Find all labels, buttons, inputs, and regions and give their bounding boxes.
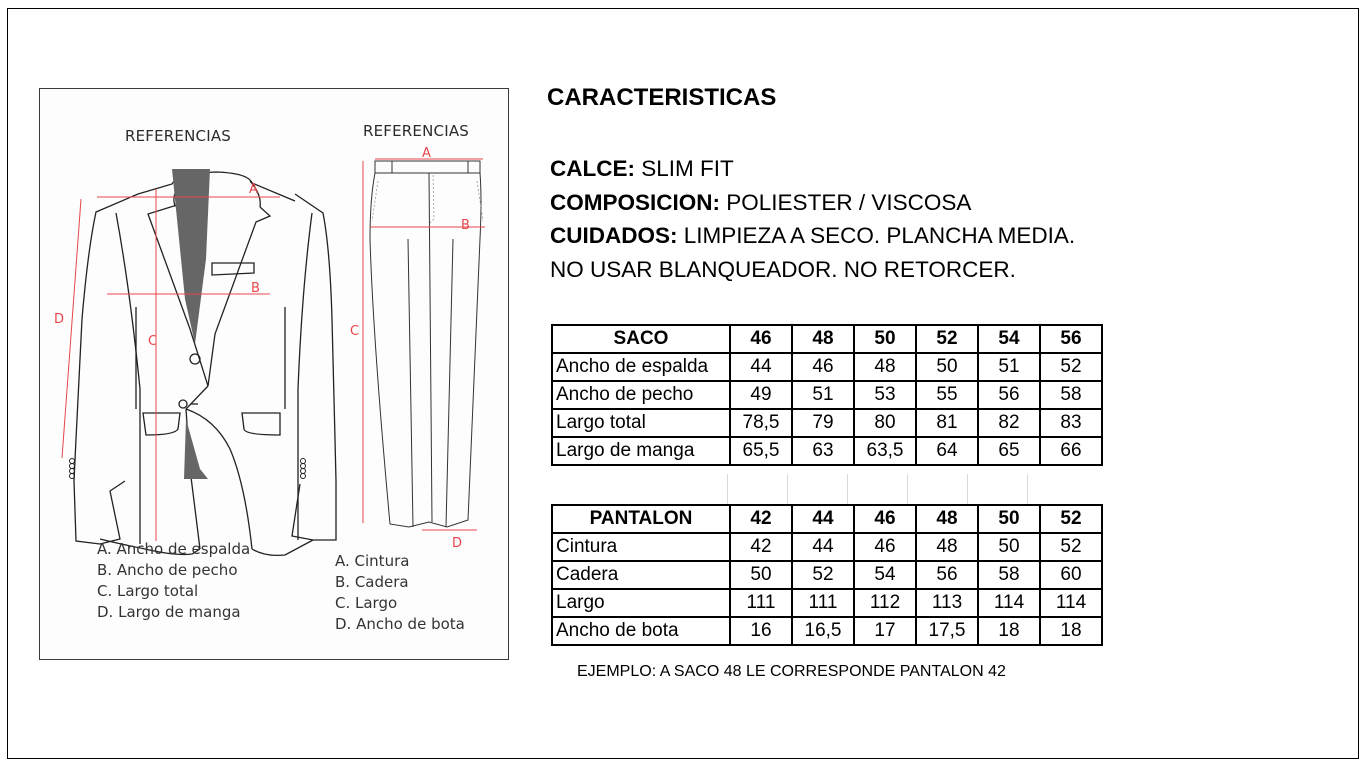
- table-cell: 48: [916, 533, 978, 561]
- product-attributes: [550, 152, 1075, 286]
- legend-item: A. Cintura: [335, 552, 410, 570]
- attribute-composition: [550, 186, 1075, 220]
- svg-text:C: C: [148, 334, 158, 349]
- table-cell: 50: [916, 353, 978, 381]
- legend-item: B. Ancho de pecho: [97, 561, 238, 579]
- table-cell: 51: [978, 353, 1040, 381]
- table-header-cell: SACO: [552, 325, 730, 353]
- table-cell: Ancho de bota: [552, 617, 730, 645]
- table-cell: 64: [916, 437, 978, 465]
- table-cell: 78,5: [730, 409, 792, 437]
- table-header-cell: 52: [916, 325, 978, 353]
- table-header-cell: 42: [730, 505, 792, 533]
- table-cell: 46: [854, 533, 916, 561]
- pants-references-title: REFERENCIAS: [363, 122, 470, 140]
- pants-size-table: [551, 504, 1103, 646]
- table-row: [552, 561, 1102, 589]
- svg-text:D: D: [452, 536, 463, 551]
- table-cell: 16: [730, 617, 792, 645]
- table-cell: 111: [730, 589, 792, 617]
- table-cell: 63: [792, 437, 854, 465]
- legend-item: D. Largo de manga: [97, 603, 241, 621]
- table-cell: Ancho de pecho: [552, 381, 730, 409]
- table-cell: Largo: [552, 589, 730, 617]
- table-cell: 52: [792, 561, 854, 589]
- table-row: [552, 533, 1102, 561]
- table-cell: 111: [792, 589, 854, 617]
- table-header-cell: 54: [978, 325, 1040, 353]
- svg-text:B: B: [461, 218, 470, 233]
- table-cell: Ancho de espalda: [552, 353, 730, 381]
- table-cell: 56: [916, 561, 978, 589]
- table-header-cell: 52: [1040, 505, 1102, 533]
- table-spacer-row: [551, 474, 1088, 504]
- table-cell: 16,5: [792, 617, 854, 645]
- table-cell: 65: [978, 437, 1040, 465]
- table-cell: 50: [978, 533, 1040, 561]
- attribute-value: NO USAR BLANQUEADOR. NO RETORCER.: [550, 256, 1016, 282]
- table-cell: 54: [854, 561, 916, 589]
- table-cell: 83: [1040, 409, 1102, 437]
- table-header-cell: 48: [792, 325, 854, 353]
- table-header-cell: PANTALON: [552, 505, 730, 533]
- attribute-care-continued: [550, 253, 1075, 287]
- svg-text:A: A: [422, 146, 431, 161]
- table-cell: 53: [854, 381, 916, 409]
- table-cell: Largo total: [552, 409, 730, 437]
- table-cell: 55: [916, 381, 978, 409]
- table-row: [552, 617, 1102, 645]
- attribute-value: POLIESTER / VISCOSA: [726, 189, 972, 215]
- pants-measure-lines: [363, 159, 485, 530]
- table-cell: 114: [978, 589, 1040, 617]
- table-cell: 82: [978, 409, 1040, 437]
- legend-item: D. Ancho de bota: [335, 615, 465, 633]
- table-cell: Largo de manga: [552, 437, 730, 465]
- table-header-cell: 56: [1040, 325, 1102, 353]
- table-header-row: [552, 325, 1102, 353]
- table-cell: Cintura: [552, 533, 730, 561]
- svg-text:B: B: [251, 281, 260, 296]
- table-header-cell: 50: [978, 505, 1040, 533]
- pants-legend: [335, 551, 465, 635]
- table-cell: 50: [730, 561, 792, 589]
- table-row: [552, 409, 1102, 437]
- legend-item: C. Largo: [335, 594, 398, 612]
- table-header-cell: 46: [730, 325, 792, 353]
- attribute-label: COMPOSICION:: [550, 189, 721, 215]
- attribute-label: CUIDADOS:: [550, 223, 678, 248]
- table-cell: 17,5: [916, 617, 978, 645]
- table-header-row: [552, 505, 1102, 533]
- table-row: [552, 353, 1102, 381]
- table-cell: 63,5: [854, 437, 916, 465]
- table-cell: 49: [730, 381, 792, 409]
- table-header-cell: 44: [792, 505, 854, 533]
- size-reference-figure: [39, 88, 509, 660]
- attribute-label: CALCE:: [550, 156, 635, 181]
- table-row: [552, 381, 1102, 409]
- svg-text:D: D: [54, 312, 65, 327]
- table-cell: 46: [792, 353, 854, 381]
- table-cell: 113: [916, 589, 978, 617]
- table-cell: 80: [854, 409, 916, 437]
- table-cell: 18: [1040, 617, 1102, 645]
- table-row: [552, 437, 1102, 465]
- table-cell: 51: [792, 381, 854, 409]
- table-cell: 44: [792, 533, 854, 561]
- legend-item: A. Ancho de espalda: [97, 540, 251, 558]
- jacket-lining: [172, 169, 210, 344]
- legend-item: C. Largo total: [97, 582, 199, 600]
- table-cell: Cadera: [552, 561, 730, 589]
- svg-text:A: A: [249, 182, 258, 197]
- table-header-cell: 48: [916, 505, 978, 533]
- table-cell: 58: [978, 561, 1040, 589]
- jacket-measure-lines: [62, 189, 280, 541]
- table-cell: 112: [854, 589, 916, 617]
- attribute-fit: [550, 152, 1075, 186]
- table-cell: 58: [1040, 381, 1102, 409]
- pants-illustration-icon: [370, 161, 481, 527]
- attribute-care: [550, 219, 1075, 253]
- table-cell: 44: [730, 353, 792, 381]
- table-cell: 52: [1040, 533, 1102, 561]
- attribute-value: SLIM FIT: [641, 156, 734, 181]
- table-cell: 48: [854, 353, 916, 381]
- table-cell: 79: [792, 409, 854, 437]
- size-equivalence-note: EJEMPLO: A SACO 48 LE CORRESPONDE PANTALON 42: [577, 663, 1006, 680]
- svg-text:C: C: [350, 324, 360, 339]
- table-cell: 18: [978, 617, 1040, 645]
- table-cell: 17: [854, 617, 916, 645]
- jacket-legend: [97, 539, 250, 623]
- table-header-cell: 50: [854, 325, 916, 353]
- page-title: CARACTERISTICAS: [547, 84, 777, 111]
- attribute-value: LIMPIEZA A SECO. PLANCHA MEDIA.: [683, 223, 1076, 248]
- table-row: [552, 589, 1102, 617]
- table-cell: 60: [1040, 561, 1102, 589]
- table-cell: 66: [1040, 437, 1102, 465]
- table-cell: 42: [730, 533, 792, 561]
- table-cell: 52: [1040, 353, 1102, 381]
- jacket-references-title: REFERENCIAS: [125, 127, 232, 145]
- legend-item: B. Cadera: [335, 573, 409, 591]
- table-cell: 114: [1040, 589, 1102, 617]
- table-header-cell: 46: [854, 505, 916, 533]
- table-cell: 81: [916, 409, 978, 437]
- table-cell: 56: [978, 381, 1040, 409]
- table-cell: 65,5: [730, 437, 792, 465]
- jacket-size-table: [551, 324, 1103, 466]
